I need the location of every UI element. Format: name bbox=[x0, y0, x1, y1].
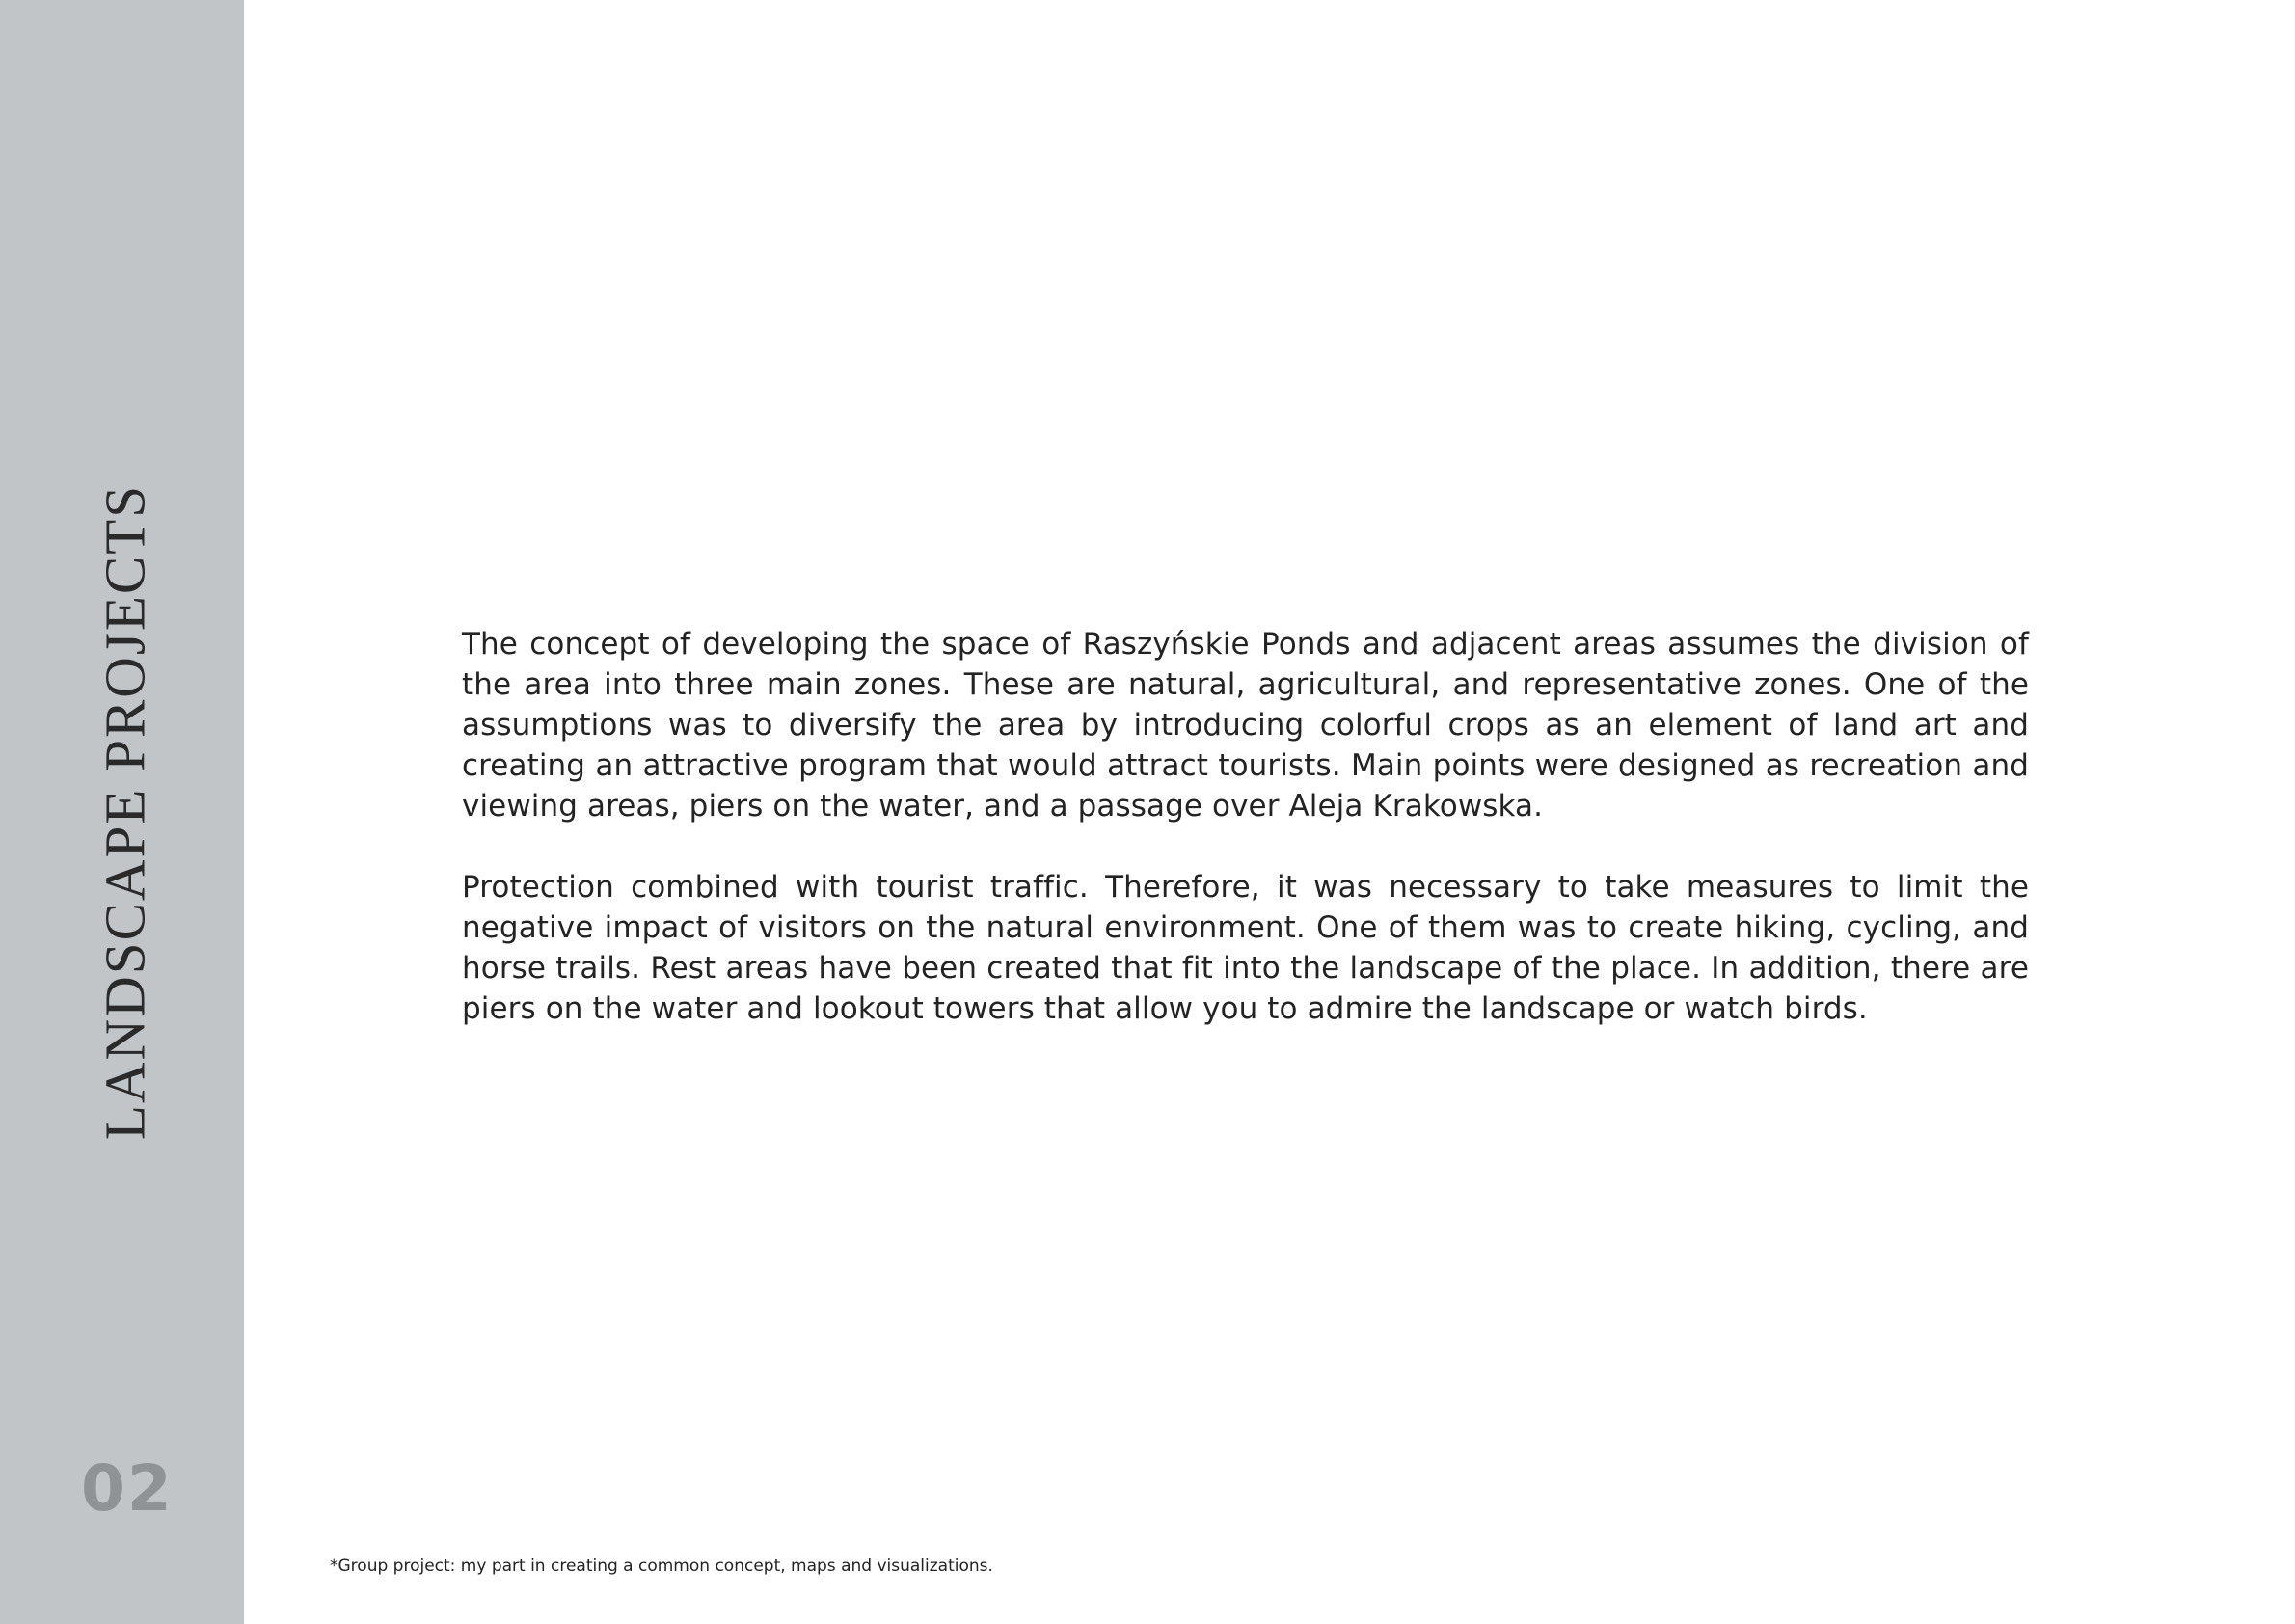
footnote: *Group project: my part in creating a common concept, maps and visualizations. bbox=[330, 1556, 993, 1576]
section-title: LANDSCAPE PROJECTS bbox=[93, 483, 157, 1141]
paragraph-concept: The concept of developing the space of Raszyńskie Ponds and adjacent areas assumes the division of the area into three main zones. These are natural, agricultural, and representative zones. One of the assumptions was to diversify the area by introducing colorful crops as an element of land art and creating an attractive program that would attract tourists. Main points were designed as recreation and viewing areas, piers on the water, and a passage over Aleja Krakowska. bbox=[462, 627, 2029, 824]
page-bottom-edge bbox=[244, 1618, 2295, 1624]
project-description bbox=[462, 624, 2029, 1069]
paragraph-protection: Protection combined with tourist traffic. Therefore, it was necessary to take measures to limit the negative impact of visitors on the natural environment. One of them was to create hiking, cycling, and horse trails. Rest areas have been created that fit into the landscape of the place. In addition, there are piers on the water and lookout towers that allow you to admire the landscape or watch birds. bbox=[462, 870, 2029, 1026]
sidebar bbox=[0, 0, 244, 1624]
page-number: 02 bbox=[81, 1451, 174, 1526]
